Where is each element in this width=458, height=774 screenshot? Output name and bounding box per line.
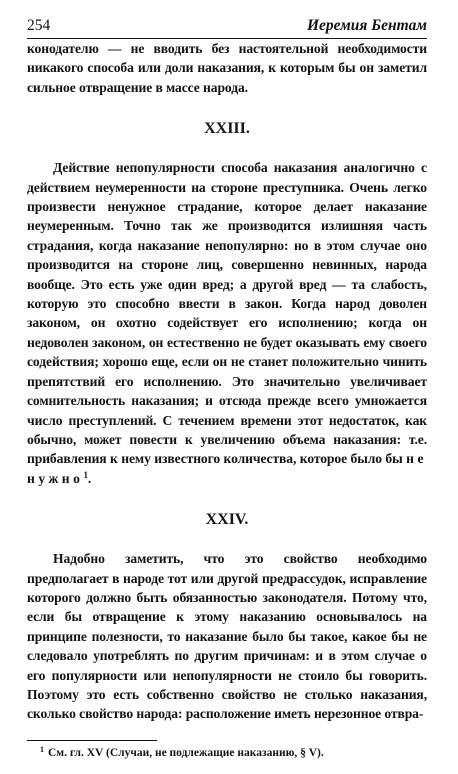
section-xxiii-end: .	[87, 470, 92, 486]
running-head	[27, 0, 427, 39]
footnote-text: См. гл. XV (Случаи, не подлежащие наказанию, § V).	[48, 746, 324, 759]
footnote-reference: 1	[83, 469, 88, 480]
page-number: 254	[27, 17, 51, 34]
footnote	[27, 746, 427, 761]
body-text	[27, 39, 427, 724]
section-xxiii-text: Действие непопулярности способа наказания аналогично с действием неумеренности на стороне преступника. Очень легко произвести ненужное страдание, которое делает наказание неумеренным. Точно так же производится излишняя часть страдания, когда наказание непопулярно: но в этом случае оно производится на стороне лиц, совершенно невинных, народа вообще. Это есть уже один вред; а другой вред — та слабость, которую это способно ввести в закон. Когда народ доволен законом, он охотно содействует его исполнению; когда он недоволен законом, он естественно не будет оказывать ему своего содействия; хорошо еще, если он не станет положительно чинить препятствий его исполнению. Это значительно увеличивает сомнительность наказания; и отсюда прежде всего умножается число преступлений. С течением времени этот недостаток, как обычно, может повести к увеличению объема наказания: т.е. прибавления к нему известного количества, которое было бы	[27, 160, 427, 467]
section-xxiii-paragraph	[27, 158, 427, 488]
footnote-marker: 1	[40, 744, 44, 754]
section-xxiv-paragraph: Надобно заметить, что это свойство необходимо предполагает в народе тот или другой предрассудок, исправление которого должно быть обязанностью законодателя. Потому что, если бы отвращение к этому наказанию основывалось на принципе полезности, то наказание было бы такое, какое бы не следовало употреблять по другим причинам: и в этом случае о его популярности или непопулярности не стоило бы говорить. Поэтому это есть собственно свойство не столько наказания, сколько свойство народа: расположение иметь нерезонное отвра-	[27, 551, 427, 722]
running-head-author: Иеремия Бентам	[306, 17, 427, 34]
footnote-divider	[27, 740, 157, 741]
section-heading-xxiii: XXIII.	[204, 120, 250, 138]
continuation-paragraph: конодателю — не вводить без настоятельной необходимости никакого способа или доли наказания, к которым бы он заметил сильное отвращение в массе народа.	[27, 41, 427, 95]
section-heading-xxiv: XXIV.	[205, 511, 249, 529]
spaced-emphasis: не нужно	[27, 451, 427, 486]
